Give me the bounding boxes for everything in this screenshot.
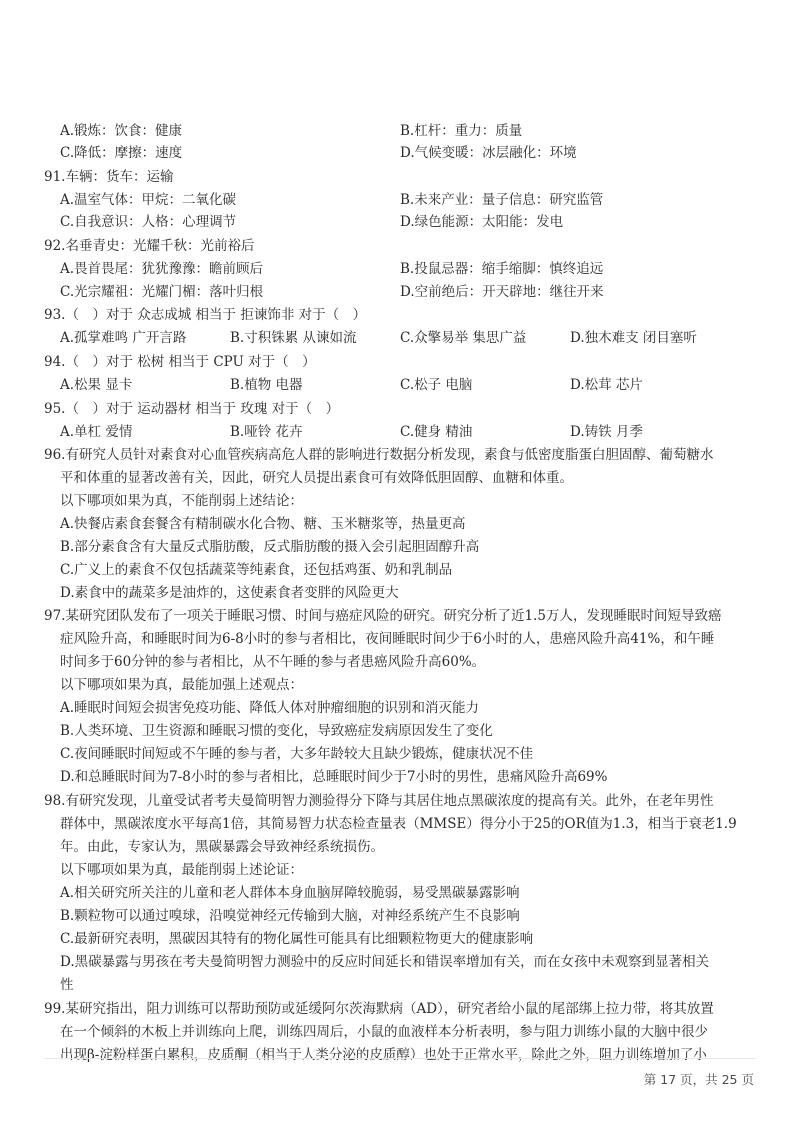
q95-option-d: D.铸铁 月季: [570, 424, 643, 440]
q96-option-d: D.素食中的蔬菜多是油炸的，这使素食者变胖的风险更大: [60, 585, 399, 601]
q91-option-b: B.未来产业：量子信息：研究监管: [400, 192, 604, 208]
q98-option-d-line-2: 性: [60, 977, 74, 993]
q93-option-d: D.独木难支 闭目塞听: [570, 330, 697, 346]
q92-stem: 92.名垂青史：光耀千秋：光前裕后: [44, 238, 255, 254]
q90-option-d: D.气候变暖：冰层融化：环境: [400, 145, 577, 161]
q95-option-b: B.哑铃 花卉: [230, 424, 303, 440]
q98-stem-line-2: 群体中，黑碳浓度水平每高1倍，其简易智力状态检查量表（MMSE）得分小于25的OR值为1.3，相当于衰老1.9: [60, 816, 737, 832]
q97-option-c: C.夜间睡眠时间短或不午睡的参与者，大多年龄较大且缺少锻炼，健康状况不佳: [60, 746, 534, 762]
q98-prompt: 以下哪项如果为真，最能削弱上述论证：: [60, 862, 303, 878]
q99-stem-line-2: 在一个倾斜的木板上并训练向上爬，训练四周后，小鼠的血液样本分析表明，参与阻力训练小鼠的大脑中很少: [60, 1024, 708, 1040]
q99-stem-line-3: 出现β-淀粉样蛋白累积，皮质酮（相当于人类分泌的皮质醇）也处于正常水平，除此之外，阻力训练增加了小: [60, 1047, 707, 1063]
q96-option-b: B.部分素食含有大量反式脂肪酸，反式脂肪酸的摄入会引起胆固醇升高: [60, 539, 480, 555]
q97-stem-line-1: 97.某研究团队发布了一项关于睡眠习惯、时间与癌症风险的研究。研究分析了近1.5万人，发现睡眠时间短导致癌: [44, 608, 722, 624]
q97-prompt: 以下哪项如果为真，最能加强上述观点：: [60, 677, 303, 693]
q94-stem: 94.（ ）对于 松树 相当于 CPU 对于（ ）: [44, 354, 316, 370]
q98-stem-line-1: 98.有研究发现，儿童受试者考夫曼简明智力测验得分下降与其居住地点黑碳浓度的提高有关。此外，在老年男性: [44, 793, 714, 809]
q93-option-b: B.寸积铢累 从谏如流: [230, 330, 357, 346]
q90-option-a: A.锻炼：饮食：健康: [60, 123, 183, 139]
q90-option-b: B.杠杆：重力：质量: [400, 123, 523, 139]
q94-option-b: B.植物 电器: [230, 377, 303, 393]
q93-stem: 93.（ ）对于 众志成城 相当于 拒谏饰非 对于（ ）: [44, 307, 367, 323]
q91-option-c: C.自我意识：人格：心理调节: [60, 214, 237, 230]
q92-option-a: A.畏首畏尾：犹犹豫豫：瞻前顾后: [60, 261, 264, 277]
q98-option-b: B.颗粒物可以通过嗅球，沿嗅觉神经元传输到大脑，对神经系统产生不良影响: [60, 908, 520, 924]
q91-option-a: A.温室气体：甲烷：二氧化碳: [60, 192, 237, 208]
q97-option-b: B.人类环境、卫生资源和睡眠习惯的变化，导致癌症发病原因发生了变化: [60, 723, 493, 739]
q92-option-b: B.投鼠忌器：缩手缩脚：慎终追远: [400, 261, 604, 277]
q94-option-d: D.松茸 芯片: [570, 377, 643, 393]
q98-stem-line-3: 年。由此，专家认为，黑碳暴露会导致神经系统损伤。: [60, 839, 384, 855]
q92-option-d: D.空前绝后：开天辟地：继往开来: [400, 284, 604, 300]
q90-option-c: C.降低：摩擦：速度: [60, 145, 183, 161]
q93-option-c: C.众擎易举 集思广益: [400, 330, 527, 346]
q95-option-a: A.单杠 爱情: [60, 424, 133, 440]
q96-prompt: 以下哪项如果为真，不能削弱上述结论：: [60, 493, 303, 509]
q91-stem: 91.车辆：货车：运输: [44, 169, 174, 185]
q94-option-c: C.松子 电脑: [400, 377, 473, 393]
q96-option-c: C.广义上的素食不仅包括蔬菜等纯素食，还包括鸡蛋、奶和乳制品: [60, 562, 453, 578]
q98-option-c: C.最新研究表明，黑碳因其特有的物化属性可能具有比细颗粒物更大的健康影响: [60, 931, 534, 947]
q97-option-a: A.睡眠时间短会损害免疫功能、降低人体对肿瘤细胞的识别和消灭能力: [60, 700, 480, 716]
q98-option-d-line-1: D.黑碳暴露与男孩在考夫曼简明智力测验中的反应时间延长和错误率增加有关，而在女孩中未观察到显著相关: [60, 954, 710, 970]
q93-option-a: A.孤掌难鸣 广开言路: [60, 330, 187, 346]
q97-option-d: D.和总睡眠时间为7-8小时的参与者相比，总睡眠时间少于7小时的男性，患痛风险升高69%: [60, 769, 608, 785]
q99-stem-line-1: 99.某研究指出，阻力训练可以帮助预防或延缓阿尔茨海默病（AD），研究者给小鼠的尾部绑上拉力带，将其放置: [44, 1001, 714, 1017]
page-number: 第 17 页，共 25 页: [643, 1072, 754, 1087]
q96-stem-line-1: 96.有研究人员针对素食对心血管疾病高危人群的影响进行数据分析发现，素食与低密度脂蛋白胆固醇、葡萄糖水: [44, 447, 714, 463]
q91-option-d: D.绿色能源：太阳能：发电: [400, 214, 564, 230]
q92-option-c: C.光宗耀祖：光耀门楣：落叶归根: [60, 284, 264, 300]
q95-stem: 95.（ ）对于 运动器材 相当于 玫瑰 对于（ ）: [44, 401, 340, 417]
q94-option-a: A.松果 显卡: [60, 377, 133, 393]
q96-option-a: A.快餐店素食套餐含有精制碳水化合物、糖、玉米糖浆等，热量更高: [60, 516, 466, 532]
q97-stem-line-2: 症风险升高，和睡眠时间为6-8小时的参与者相比，夜间睡眠时间少于6小时的人，患癌风险升高41%，和午睡: [60, 631, 715, 647]
footer-divider: [44, 1058, 756, 1059]
q97-stem-line-3: 时间多于60分钟的参与者相比，从不午睡的参与者患癌风险升高60%。: [60, 654, 486, 670]
q95-option-c: C.健身 精油: [400, 424, 473, 440]
q96-stem-line-2: 平和体重的显著改善有关，因此，研究人员提出素食可有效降低胆固醇、血糖和体重。: [60, 470, 573, 486]
q98-option-a: A.相关研究所关注的儿童和老人群体本身血脑屏障较脆弱，易受黑碳暴露影响: [60, 885, 520, 901]
